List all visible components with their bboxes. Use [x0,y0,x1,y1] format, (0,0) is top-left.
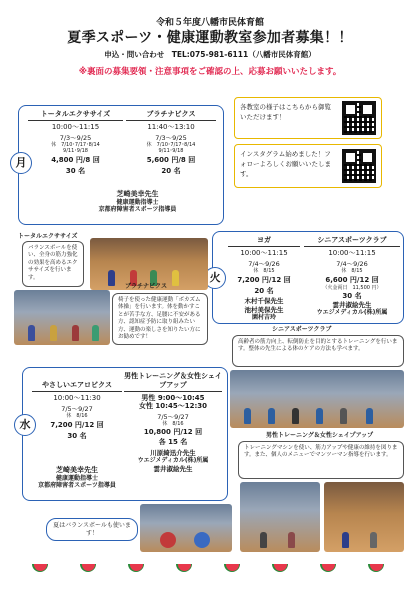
senior-caption-title: シニアスポーツクラブ [272,326,332,333]
class-price: 10,800 円/12 回 [143,428,203,437]
class-time: 10:00～11:15 [240,248,288,257]
class-price: 6,600 円/12 回 [325,275,379,284]
instructor-name: 芝崎美幸先生 [116,190,159,198]
class-price: 5,600 円/8 回 [146,156,196,165]
class-time-male: 男性 9:00～10:45 [141,393,205,402]
tuesday-class-1 [228,236,300,321]
class-capacity: 30 名 [65,166,86,175]
wednesday-instructor [30,466,124,490]
instructor-title: 京都府障害者スポーツ指導員 [98,206,177,214]
class-name: ブラチナビクス [126,110,216,121]
instagram-text: インスタグラム始めました！フォローよろしくお願いいたします。 [240,150,331,178]
class-capacity: 20 名 [161,166,181,175]
class-price: 7,200 円/12 回 [237,275,291,284]
class-holiday: 休 8/15 [341,267,363,274]
organizer: 令和５年度八幡市民体育館 [155,18,264,28]
mens-training-photo-2 [324,482,404,552]
watermelon-icon [368,562,384,572]
platina-caption-title: ブラチナビクス [125,283,167,290]
platina-photo [14,290,110,345]
class-capacity: 30 名 [67,431,87,440]
class-holiday: 休 8/16 [66,412,88,419]
senior-photo [230,370,404,428]
watermelon-icon [320,562,336,572]
instructor-name: 園村吉玲 [251,313,276,321]
class-time-female: 女性 10:45～12:30 [138,402,207,411]
total-caption-title: トータルエクササイズ [18,233,78,240]
ball-note: 夏はバランスボールも使います！ [46,518,138,541]
class-price: 7,200 円/12 回 [50,420,104,429]
class-dates: 7/4～9/26 [336,259,368,268]
class-holiday: 休 7/10･7/17･8/14 [146,141,196,148]
class-dates: 7/5～9/27 [157,413,189,421]
watermelon-icon [272,562,288,572]
class-capacity: 20 名 [254,286,274,295]
instructor-name: 雲井淑絵先生 [153,464,193,473]
class-holiday: 休 7/10･7/17･8/14 [51,141,100,148]
class-holiday: 休 8/15 [253,267,275,274]
class-dates: 7/5～9/27 [61,404,93,413]
wednesday-badge: 水 [14,414,36,436]
instructor-name: 川原綺迅介先生 [150,448,196,457]
mens-training-photo-1 [240,482,320,552]
instructor-name: 芝崎美幸先生 [56,466,98,474]
watermelon-icon [176,562,192,572]
instructor-title: ウエジメディカル(株)所属 [137,457,209,464]
instructor-name: 雲井淑絵先生 [332,300,372,309]
instructor-name: 木村千保先生 [244,297,284,306]
class-holiday-2: 9/11･9/18 [158,147,184,154]
senior-caption: 高齢者の筋力向上、転倒防止を目的とするトレーニングを行います。整体の先生による体のケアの方法も学べます。 [232,335,404,367]
class-name: トータルエクササイズ [28,110,123,121]
class-capacity: 各 15 名 [158,438,188,447]
class-dates: 7/4～9/26 [248,259,280,268]
class-price: 4,800 円/8 回 [51,156,100,165]
watermelon-icon [128,562,144,572]
instructor-name: 池村美保先生 [244,305,284,314]
ball-photo [140,504,232,552]
tuesday-class-2 [304,236,400,316]
monday-class-2 [126,110,216,176]
notice: ※裏面の募集要領・注意事項をご確認の上、応募お願いいたします。 [78,67,342,77]
class-dates: 7/3～9/25 [155,133,187,142]
monday-instructor [80,190,195,214]
class-holiday-2: 9/11･9/18 [63,147,88,154]
class-name: 男性トレーニング＆女性シェイプアップ [124,372,222,392]
contact-info: 申込・問い合わせ TEL:075-981-6111（八幡市民体育館） [104,50,316,59]
monday-badge: 月 [10,152,32,174]
page-title: 夏季スポーツ・健康運動教室参加者募集！！ [67,30,353,46]
wednesday-class-1 [32,372,122,440]
class-name: やさしいエアロビクス [32,381,122,392]
class-name: シニアスポーツクラブ [304,236,400,247]
watermelon-icon [224,562,240,572]
class-price-note: （火金両日 11,500 円） [322,284,382,291]
class-name: ヨガ [228,236,300,247]
class-dates: 7/3～9/25 [59,133,92,142]
qr-text: 各教室の様子はこちらから御覧いただけます！ [240,103,331,121]
class-holiday: 休 8/16 [162,421,184,428]
qr-code-icon[interactable] [342,101,376,135]
watermelon-icon [80,562,96,572]
wednesday-class-2 [124,372,222,473]
class-time: 11:40～13:10 [147,122,195,131]
monday-class-1 [28,110,123,176]
platina-caption: 椅子を使った健康運動「ボカズム体操」を行います。体を動かすことが苦手な方、足腰に不安がある方、認知症予防に取り組みたい方、運動の楽しさを知りたい方にお勧めです！ [112,293,208,345]
class-time: 10:00～11:30 [53,393,101,402]
instructor-title: 健康運動指導士 [55,474,98,482]
class-time: 10:00～11:15 [328,248,376,257]
tuesday-badge: 火 [204,267,226,289]
class-time: 10:00～11:15 [51,122,100,131]
mens-caption-title: 男性トレーニング＆女性シェイプアップ [266,432,374,439]
instructor-title: 京都府障害者スポーツ指導員 [38,482,116,490]
mens-caption: トレーニングマシンを使い、筋力アップや健康の維持を図ります。また、個人のメニューでマンツーマン指導を行います。 [238,441,404,479]
total-caption: バランスボールを使い、全身の筋力強化の効果を高めるエクササイズを行います。 [22,241,84,287]
instructor-title: 健康運動指導士 [116,198,159,206]
instagram-qr-icon[interactable] [342,149,376,183]
class-capacity: 30 名 [342,291,362,300]
instructor-title: ウエジメディカル(株)所属 [316,308,388,316]
watermelon-icon [32,562,48,572]
